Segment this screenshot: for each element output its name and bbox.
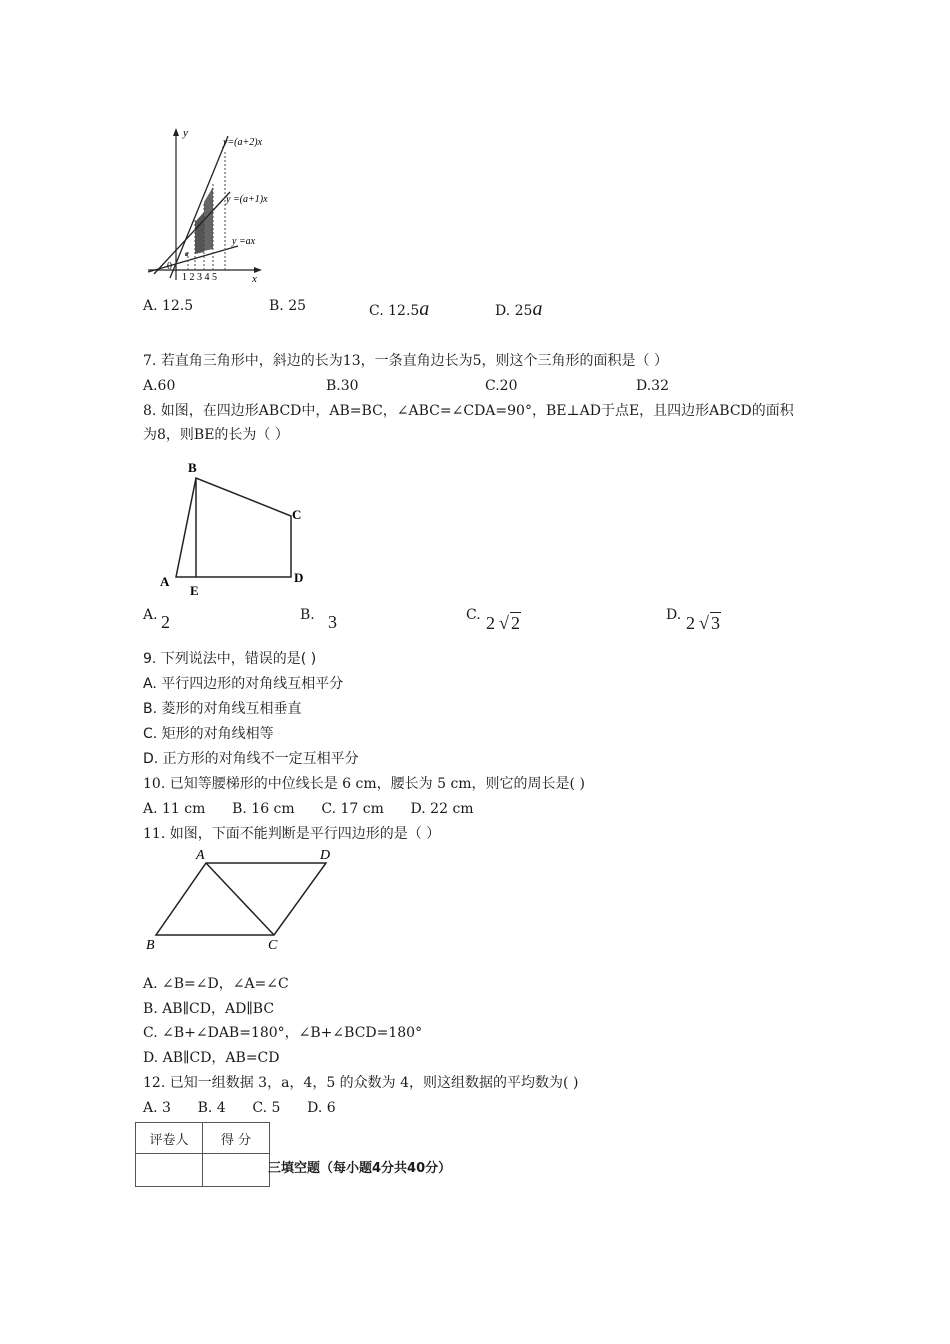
svg-text:y: y xyxy=(183,127,188,139)
section-title: 三填空题（每小题4分共40分） xyxy=(268,1161,452,1176)
svg-text:B: B xyxy=(188,460,197,475)
q9-option-b[interactable]: B. 菱形的对角线互相垂直 xyxy=(143,701,302,717)
q9-option-a[interactable]: A. 平行四边形的对角线互相平分 xyxy=(143,676,344,692)
q7-option-a[interactable]: A.60 xyxy=(143,378,176,394)
q7-option-b[interactable]: B.30 xyxy=(326,378,359,394)
q11-option-b[interactable]: B. AB∥CD，AD∥BC xyxy=(143,1001,275,1017)
svg-text:A: A xyxy=(160,574,170,589)
q8-option-a[interactable]: A. 2 xyxy=(143,607,170,632)
score-table xyxy=(135,1122,270,1187)
grader-cell[interactable] xyxy=(136,1154,203,1187)
svg-text:A: A xyxy=(196,848,205,863)
q8-option-b[interactable]: B. 3 xyxy=(300,607,337,632)
q6-option-d[interactable]: D. 25a xyxy=(495,298,543,320)
q6-option-b[interactable]: B. 25 xyxy=(269,298,307,314)
score-header: 得 分 xyxy=(203,1123,270,1154)
svg-text:D: D xyxy=(320,848,331,863)
q7-option-c[interactable]: C.20 xyxy=(485,378,518,394)
q6-option-a[interactable]: A. 12.5 xyxy=(143,298,194,314)
q12-options[interactable]: A. 3 B. 4 C. 5 D. 6 xyxy=(143,1100,336,1116)
svg-text:E: E xyxy=(190,583,199,598)
q9-stem: 9. 下列说法中，错误的是( ) xyxy=(143,651,317,667)
svg-text:D: D xyxy=(294,570,304,585)
svg-text:y =(a+1)x: y =(a+1)x xyxy=(226,194,268,205)
svg-text:1 2 3 4 5: 1 2 3 4 5 xyxy=(182,272,217,283)
score-cell[interactable] xyxy=(203,1154,270,1187)
q8-stem-line2: 为8，则BE的长为（ ） xyxy=(143,427,289,443)
q11-stem: 11. 如图，下面不能判断是平行四边形的是（ ） xyxy=(143,826,441,842)
q9-option-d[interactable]: D. 正方形的对角线不一定互相平分 xyxy=(143,751,359,767)
q8-option-c[interactable]: C. 2 √ 2 xyxy=(466,607,520,633)
q10-stem: 10. 已知等腰梯形的中位线长是 6 cm，腰长为 5 cm，则它的周长是( ) xyxy=(143,776,585,792)
q12-stem: 12. 已知一组数据 3，a，4，5 的众数为 4，则这组数据的平均数为( ) xyxy=(143,1075,579,1091)
q8-option-d[interactable]: D. 2 √ 3 xyxy=(666,607,720,633)
grader-header: 评卷人 xyxy=(136,1123,203,1154)
svg-text:x: x xyxy=(252,273,257,284)
q8-stem-line1: 8. 如图，在四边形ABCD中，AB=BC，∠ABC=∠CDA=90°，BE⊥AD于点E，且四边形ABCD的面积 xyxy=(143,403,794,419)
q11-option-d[interactable]: D. AB∥CD，AB=CD xyxy=(143,1050,280,1066)
svg-text:B: B xyxy=(146,938,155,953)
quadrilateral-abcd-figure xyxy=(150,455,320,600)
q6-option-c[interactable]: C. 12.5a xyxy=(369,298,430,320)
q11-option-a[interactable]: A. ∠B=∠D，∠A=∠C xyxy=(143,976,289,992)
svg-text:C: C xyxy=(268,938,278,953)
q11-option-c[interactable]: C. ∠B+∠DAB=180°，∠B+∠BCD=180° xyxy=(143,1025,423,1041)
linear-functions-graph xyxy=(140,122,280,284)
q7-stem: 7. 若直角三角形中，斜边的长为13，一条直角边长为5，则这个三角形的面积是（ ） xyxy=(143,353,668,369)
svg-text:y =ax: y =ax xyxy=(232,236,256,247)
parallelogram-abcd-figure xyxy=(140,845,340,955)
q10-options[interactable]: A. 11 cm B. 16 cm C. 17 cm D. 22 cm xyxy=(143,801,474,817)
q9-option-c[interactable]: C. 矩形的对角线相等 xyxy=(143,726,274,742)
svg-text:C: C xyxy=(292,507,302,522)
svg-text:0: 0 xyxy=(167,261,172,272)
q7-option-d[interactable]: D.32 xyxy=(636,378,669,394)
svg-text:y=(a+2)x: y=(a+2)x xyxy=(223,137,263,148)
